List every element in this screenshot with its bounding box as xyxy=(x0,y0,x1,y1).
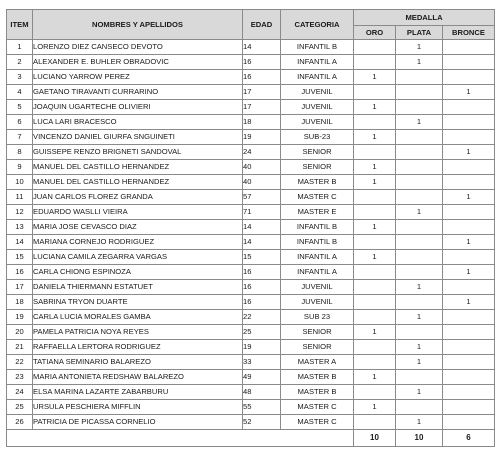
cell-category: MASTER C xyxy=(281,415,354,430)
cell-bronze xyxy=(443,175,495,190)
cell-age: 40 xyxy=(243,160,281,175)
table-row xyxy=(7,130,495,145)
cell-category: JUVENIL xyxy=(281,85,354,100)
cell-item: 13 xyxy=(7,220,33,235)
cell-name: CARLA CHIONG ESPINOZA xyxy=(33,265,243,280)
table-row xyxy=(7,340,495,355)
cell-category: INFANTIL A xyxy=(281,265,354,280)
cell-category: SENIOR xyxy=(281,325,354,340)
cell-item: 6 xyxy=(7,115,33,130)
cell-name: LORENZO DIEZ CANSECO DEVOTO xyxy=(33,40,243,55)
cell-item: 12 xyxy=(7,205,33,220)
cell-name: PAMELA PATRICIA NOYA REYES xyxy=(33,325,243,340)
cell-age: 17 xyxy=(243,85,281,100)
table-row xyxy=(7,280,495,295)
cell-name: SABRINA TRYON DUARTE xyxy=(33,295,243,310)
total-gold: 10 xyxy=(354,430,396,447)
cell-category: MASTER B xyxy=(281,175,354,190)
cell-age: 40 xyxy=(243,175,281,190)
cell-category: JUVENIL xyxy=(281,280,354,295)
cell-silver: 1 xyxy=(396,355,443,370)
cell-name: LUCIANA CAMILA ZEGARRA VARGAS xyxy=(33,250,243,265)
cell-age: 33 xyxy=(243,355,281,370)
cell-age: 16 xyxy=(243,70,281,85)
cell-item: 9 xyxy=(7,160,33,175)
cell-item: 11 xyxy=(7,190,33,205)
cell-age: 25 xyxy=(243,325,281,340)
cell-bronze xyxy=(443,385,495,400)
cell-item: 8 xyxy=(7,145,33,160)
cell-age: 14 xyxy=(243,235,281,250)
cell-category: INFANTIL A xyxy=(281,250,354,265)
cell-gold: 1 xyxy=(354,160,396,175)
cell-item: 7 xyxy=(7,130,33,145)
header-gold: ORO xyxy=(354,26,396,40)
cell-silver xyxy=(396,130,443,145)
cell-category: INFANTIL B xyxy=(281,40,354,55)
cell-silver xyxy=(396,325,443,340)
cell-item: 3 xyxy=(7,70,33,85)
header-name: NOMBRES Y APELLIDOS xyxy=(33,10,243,40)
cell-name: JUAN CARLOS FLOREZ GRANDA xyxy=(33,190,243,205)
cell-name: CARLA LUCIA MORALES GAMBA xyxy=(33,310,243,325)
cell-age: 19 xyxy=(243,130,281,145)
cell-category: MASTER C xyxy=(281,190,354,205)
cell-age: 16 xyxy=(243,280,281,295)
cell-name: EDUARDO WASLLI VIEIRA xyxy=(33,205,243,220)
cell-silver xyxy=(396,145,443,160)
cell-age: 16 xyxy=(243,265,281,280)
cell-gold xyxy=(354,85,396,100)
cell-name: PATRICIA DE PICASSA CORNELIO xyxy=(33,415,243,430)
cell-category: MASTER C xyxy=(281,400,354,415)
cell-silver: 1 xyxy=(396,340,443,355)
cell-age: 16 xyxy=(243,295,281,310)
cell-category: MASTER A xyxy=(281,355,354,370)
cell-category: JUVENIL xyxy=(281,295,354,310)
cell-age: 71 xyxy=(243,205,281,220)
total-silver: 10 xyxy=(396,430,443,447)
total-bronze: 6 xyxy=(443,430,495,447)
table-row xyxy=(7,190,495,205)
cell-gold xyxy=(354,190,396,205)
cell-silver xyxy=(396,190,443,205)
cell-silver xyxy=(396,175,443,190)
cell-gold xyxy=(354,55,396,70)
cell-age: 24 xyxy=(243,145,281,160)
cell-category: MASTER B xyxy=(281,370,354,385)
cell-gold xyxy=(354,280,396,295)
cell-name: ELSA MARINA LAZARTE ZABARBURU xyxy=(33,385,243,400)
cell-gold xyxy=(354,145,396,160)
cell-category: MASTER B xyxy=(281,385,354,400)
cell-age: 14 xyxy=(243,220,281,235)
cell-gold: 1 xyxy=(354,250,396,265)
header-item: ITEM xyxy=(7,10,33,40)
cell-item: 2 xyxy=(7,55,33,70)
cell-name: VINCENZO DANIEL GIURFA SNGUINETI xyxy=(33,130,243,145)
cell-silver: 1 xyxy=(396,205,443,220)
cell-age: 15 xyxy=(243,250,281,265)
cell-category: SENIOR xyxy=(281,145,354,160)
cell-silver xyxy=(396,70,443,85)
cell-silver: 1 xyxy=(396,415,443,430)
table-row xyxy=(7,55,495,70)
cell-item: 25 xyxy=(7,400,33,415)
cell-gold xyxy=(354,310,396,325)
table-row xyxy=(7,250,495,265)
cell-bronze xyxy=(443,250,495,265)
cell-bronze: 1 xyxy=(443,85,495,100)
cell-bronze xyxy=(443,70,495,85)
cell-item: 14 xyxy=(7,235,33,250)
table-row xyxy=(7,100,495,115)
table-row xyxy=(7,205,495,220)
table-row xyxy=(7,175,495,190)
cell-item: 22 xyxy=(7,355,33,370)
cell-bronze xyxy=(443,130,495,145)
table-row xyxy=(7,325,495,340)
cell-bronze xyxy=(443,55,495,70)
cell-bronze xyxy=(443,325,495,340)
cell-bronze: 1 xyxy=(443,295,495,310)
cell-item: 26 xyxy=(7,415,33,430)
cell-age: 49 xyxy=(243,370,281,385)
cell-bronze xyxy=(443,355,495,370)
cell-age: 14 xyxy=(243,40,281,55)
cell-silver: 1 xyxy=(396,310,443,325)
table-row xyxy=(7,40,495,55)
cell-name: GUISSEPE RENZO BRIGNETI SANDOVAL xyxy=(33,145,243,160)
header-row xyxy=(7,10,495,26)
cell-category: SUB-23 xyxy=(281,130,354,145)
cell-item: 20 xyxy=(7,325,33,340)
cell-age: 57 xyxy=(243,190,281,205)
cell-bronze xyxy=(443,100,495,115)
cell-gold xyxy=(354,295,396,310)
cell-gold xyxy=(354,415,396,430)
totals-row xyxy=(7,430,495,447)
table-row xyxy=(7,115,495,130)
cell-bronze xyxy=(443,400,495,415)
cell-item: 1 xyxy=(7,40,33,55)
cell-silver xyxy=(396,295,443,310)
table-row xyxy=(7,220,495,235)
cell-silver: 1 xyxy=(396,115,443,130)
cell-name: LUCIANO YARROW PEREZ xyxy=(33,70,243,85)
cell-name: ALEXANDER E. BUHLER OBRADOVIC xyxy=(33,55,243,70)
cell-name: GAETANO TIRAVANTI CURRARINO xyxy=(33,85,243,100)
medal-results-sheet xyxy=(6,9,495,447)
cell-age: 22 xyxy=(243,310,281,325)
header-bronze: BRONCE xyxy=(443,26,495,40)
cell-silver xyxy=(396,85,443,100)
cell-name: DANIELA THIERMANN ESTATUET xyxy=(33,280,243,295)
cell-category: MASTER E xyxy=(281,205,354,220)
cell-silver xyxy=(396,100,443,115)
cell-silver xyxy=(396,220,443,235)
cell-silver xyxy=(396,400,443,415)
cell-silver xyxy=(396,250,443,265)
table-row xyxy=(7,400,495,415)
cell-silver: 1 xyxy=(396,55,443,70)
cell-age: 17 xyxy=(243,100,281,115)
cell-item: 5 xyxy=(7,100,33,115)
cell-name: LUCA LARI BRACESCO xyxy=(33,115,243,130)
cell-bronze xyxy=(443,340,495,355)
cell-item: 17 xyxy=(7,280,33,295)
cell-item: 15 xyxy=(7,250,33,265)
cell-category: INFANTIL B xyxy=(281,220,354,235)
cell-silver xyxy=(396,265,443,280)
header-category: CATEGORIA xyxy=(281,10,354,40)
cell-silver: 1 xyxy=(396,385,443,400)
table-row xyxy=(7,235,495,250)
cell-gold xyxy=(354,205,396,220)
cell-item: 19 xyxy=(7,310,33,325)
cell-silver xyxy=(396,370,443,385)
cell-name: MARIANA CORNEJO RODRIGUEZ xyxy=(33,235,243,250)
cell-bronze xyxy=(443,370,495,385)
table-row xyxy=(7,355,495,370)
cell-bronze xyxy=(443,280,495,295)
cell-item: 24 xyxy=(7,385,33,400)
cell-gold: 1 xyxy=(354,175,396,190)
cell-bronze: 1 xyxy=(443,235,495,250)
cell-item: 4 xyxy=(7,85,33,100)
cell-bronze: 1 xyxy=(443,265,495,280)
cell-age: 19 xyxy=(243,340,281,355)
cell-category: JUVENIL xyxy=(281,115,354,130)
cell-name: JOAQUIN UGARTECHE OLIVIERI xyxy=(33,100,243,115)
header-age: EDAD xyxy=(243,10,281,40)
totals-spacer xyxy=(7,430,354,447)
cell-name: RAFFAELLA LERTORA RODRIGUEZ xyxy=(33,340,243,355)
cell-item: 10 xyxy=(7,175,33,190)
table-row xyxy=(7,370,495,385)
cell-silver: 1 xyxy=(396,40,443,55)
table-body xyxy=(7,40,495,430)
cell-name: MARIA JOSE CEVASCO DIAZ xyxy=(33,220,243,235)
header-medal: MEDALLA xyxy=(354,10,495,26)
cell-gold xyxy=(354,385,396,400)
cell-category: INFANTIL A xyxy=(281,55,354,70)
cell-gold: 1 xyxy=(354,370,396,385)
cell-bronze xyxy=(443,415,495,430)
cell-gold: 1 xyxy=(354,220,396,235)
cell-age: 52 xyxy=(243,415,281,430)
cell-item: 18 xyxy=(7,295,33,310)
table-row xyxy=(7,415,495,430)
table-row xyxy=(7,295,495,310)
cell-gold xyxy=(354,340,396,355)
table-row xyxy=(7,85,495,100)
cell-gold: 1 xyxy=(354,325,396,340)
cell-category: SUB 23 xyxy=(281,310,354,325)
table-row xyxy=(7,310,495,325)
cell-silver xyxy=(396,160,443,175)
cell-bronze xyxy=(443,205,495,220)
table-row xyxy=(7,265,495,280)
table-row xyxy=(7,160,495,175)
cell-bronze: 1 xyxy=(443,145,495,160)
cell-name: URSULA PESCHIERA MIFFLIN xyxy=(33,400,243,415)
cell-item: 16 xyxy=(7,265,33,280)
cell-category: INFANTIL A xyxy=(281,70,354,85)
table-row xyxy=(7,70,495,85)
cell-bronze xyxy=(443,310,495,325)
cell-age: 48 xyxy=(243,385,281,400)
cell-gold: 1 xyxy=(354,400,396,415)
cell-gold xyxy=(354,115,396,130)
cell-gold xyxy=(354,235,396,250)
cell-bronze xyxy=(443,160,495,175)
medal-table xyxy=(6,9,495,447)
cell-age: 18 xyxy=(243,115,281,130)
cell-silver: 1 xyxy=(396,280,443,295)
cell-item: 23 xyxy=(7,370,33,385)
cell-category: INFANTIL B xyxy=(281,235,354,250)
table-row xyxy=(7,145,495,160)
cell-gold xyxy=(354,40,396,55)
cell-bronze xyxy=(443,115,495,130)
cell-age: 16 xyxy=(243,55,281,70)
cell-category: SENIOR xyxy=(281,160,354,175)
cell-name: TATIANA SEMINARIO BALAREZO xyxy=(33,355,243,370)
cell-bronze xyxy=(443,40,495,55)
cell-item: 21 xyxy=(7,340,33,355)
cell-bronze: 1 xyxy=(443,190,495,205)
cell-silver xyxy=(396,235,443,250)
cell-name: MANUEL DEL CASTILLO HERNANDEZ xyxy=(33,175,243,190)
cell-name: MANUEL DEL CASTILLO HERNANDEZ xyxy=(33,160,243,175)
cell-gold xyxy=(354,265,396,280)
cell-gold: 1 xyxy=(354,130,396,145)
cell-bronze xyxy=(443,220,495,235)
cell-category: SENIOR xyxy=(281,340,354,355)
header-silver: PLATA xyxy=(396,26,443,40)
table-row xyxy=(7,385,495,400)
cell-category: JUVENIL xyxy=(281,100,354,115)
cell-gold xyxy=(354,355,396,370)
cell-age: 55 xyxy=(243,400,281,415)
cell-name: MARIA ANTONIETA REDSHAW BALAREZO xyxy=(33,370,243,385)
cell-gold: 1 xyxy=(354,70,396,85)
cell-gold: 1 xyxy=(354,100,396,115)
